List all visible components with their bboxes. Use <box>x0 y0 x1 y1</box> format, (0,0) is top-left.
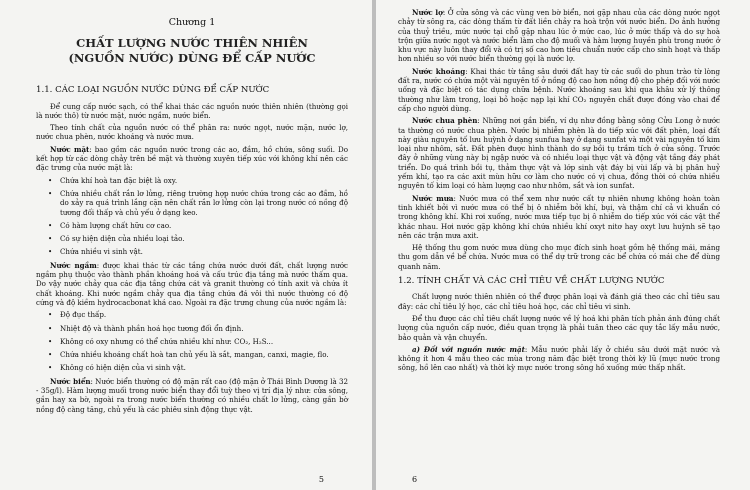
term-mineral-water: Nước khoáng <box>412 66 466 76</box>
surface-water-list <box>36 176 348 257</box>
paragraph: Hệ thống thu gom nước mưa dùng cho mục đích sinh hoạt gồm hệ thống mái, máng thu gom dẫn về bể chứa. Nước mưa có thể dự trữ trong các bể chứa có mái che để dùng quanh năm. <box>398 243 720 271</box>
paragraph: Theo tính chất của nguồn nước có thể phân ra: nước ngọt, nước mặn, nước lợ, nước chua phèn, nước khoáng và nước mưa. <box>36 123 348 142</box>
left-page <box>0 0 372 490</box>
chapter-title <box>36 36 348 66</box>
term-surface-water: Nước mặt <box>50 144 90 154</box>
right-page <box>376 0 750 490</box>
chapter-title-line2: (NGUỒN NƯỚC) DÙNG ĐỂ CẤP NƯỚC <box>68 51 316 66</box>
section-heading-1-2: 1.2. TÍNH CHẤT VÀ CÁC CHỈ TIÊU VỀ CHẤT LƯỢNG NƯỚC <box>398 276 665 287</box>
list-item: • Không có oxy nhưng có thể chứa nhiều khí như: CO₂, H₂S... <box>60 337 348 346</box>
list-item: • Độ đục thấp. <box>60 310 348 319</box>
list-item: • Chứa khí hoà tan đặc biệt là oxy. <box>60 176 348 185</box>
list-item: • Có hàm lượng chất hữu cơ cao. <box>60 221 348 230</box>
list-item: • Nhiệt độ và thành phần hoá học tương đối ổn định. <box>60 324 348 333</box>
term-groundwater: Nước ngầm <box>50 260 97 270</box>
term-brackish-water: Nước lợ <box>412 8 443 17</box>
list-item: • Chứa nhiều chất rắn lơ lửng, riêng trường hợp nước chứa trong các ao đầm, hồ do xảy ra quá trình lắng cặn nên chất rắn lơ lửng còn lại trong nước có nồng độ tương đối thấp và chủ yếu ở dạng keo. <box>60 189 348 217</box>
term-surface-sampling: a) Đối với nguồn nước mặt <box>412 344 525 354</box>
paragraph: Chất lượng nước thiên nhiên có thể được phân loại và đánh giá theo các chỉ tiêu sau đây: các chỉ tiêu lý học, các chỉ tiêu hoá học, các chỉ tiêu vi sinh. <box>398 292 720 311</box>
term-acid-sulfate-water: Nước chua phèn <box>412 116 478 126</box>
paragraph: Để cung cấp nước sạch, có thể khai thác các nguồn nước thiên nhiên (thường gọi là nước thô) từ nước mặt, nước ngầm, nước biển. <box>36 101 348 120</box>
paragraph: Để thu được các chỉ tiêu chất lượng nước về lý hoá khi phân tích phản ánh đúng chất lượng của nguồn cấp nước, điều quan trọng là phải tuân theo các quy tắc lấy mẫu nước, bảo quản và vận chuyển. <box>398 313 720 342</box>
list-item: • Chứa nhiều khoáng chất hoà tan chủ yếu là sắt, mangan, canxi, magie, flo. <box>60 350 348 359</box>
section-heading-1-1: 1.1. CÁC LOẠI NGUỒN NƯỚC DÙNG ĐỂ CẤP NƯỚC <box>36 85 270 96</box>
paragraph-mineral-water: Nước khoáng: Khai thác từ tầng sâu dưới đất hay từ các suối do phun trào từ lòng đất ra, nước có chứa một vài nguyên tố ở nồng độ cao hơn nồng độ cho phép đối với nước uống và đặc biệt có tác dụng chữa bệnh. Nước khoáng sau khi qua khâu xử lý thông thường như làm trong, loại bỏ hoặc nạp lại khí CO₂ nguyên chất được đóng vào chai để cấp cho người dùng. <box>398 66 720 113</box>
groundwater-list <box>36 310 348 372</box>
paragraph-seawater: Nước biển: Nước biển thường có độ mặn rất cao (độ mặn ở Thái Bình Dương là 32 - 35g/l). Hàm lượng muối trong nước biển thay đổi tuỳ theo vị trí địa lý như: cửa sông, gần hay xa bờ, ngoài ra trong nước biển thường có nhiều chất lơ lửng, càng gần bờ nồng độ càng tăng, chủ yếu là các phiêu sinh động thực vật. <box>36 376 348 414</box>
paragraph-rainwater: Nước mưa: Nước mưa có thể xem như nước cất tự nhiên nhưng không hoàn toàn tinh khiết bởi vì nước mưa có thể bị ô nhiễm bởi khí, bụi, và thậm chí cả vi khuẩn có trong không khí. Khi rơi xuống, nước mưa tiếp tục bị ô nhiễm do tiếp xúc với các vật thể khác nhau. Hơi nước gặp không khí chứa nhiều khí oxyt nitơ hay oxyt lưu huỳnh sẽ tạo nên các trận mưa axit. <box>398 193 720 240</box>
paragraph-surface-water: Nước mặt: bao gồm các nguồn nước trong các ao, đầm, hồ chứa, sông suối. Do kết hợp từ các dòng chảy trên bề mặt và thường xuyên tiếp xúc với không khí nên các đặc trưng của nước mặt là: <box>36 144 348 173</box>
page-number: 6 <box>412 474 418 484</box>
paragraph-groundwater: Nước ngầm: được khai thác từ các tầng chứa nước dưới đất, chất lượng nước ngầm phụ thuộc vào thành phần khoáng hoá và cấu trúc địa tầng mà nước thấm qua. Do vậy nước chảy qua các địa tầng chứa cát và granit thường có tính axit và chứa ít chất khoáng. Khi nước ngầm chảy qua địa tầng chứa đá vôi thì nước thường có độ cứng và độ kiềm hydrocacbonat khá cao. Ngoài ra đặc trưng chung của nước ngầm là: <box>36 260 348 307</box>
list-item: • Không có hiện diện của vi sinh vật. <box>60 363 348 372</box>
paragraph-brackish-water: Nước lợ: Ở cửa sông và các vùng ven bờ biển, nơi gặp nhau của các dòng nước ngọt chảy từ sông ra, các dòng thấm từ đất liền chảy ra hoà trộn với nước biển. Do ảnh hưởng của thuỷ triều, mức nước tại chỗ gặp nhau lúc ở mức cao, lúc ở mức thấp và do sự hoà trộn giữa nước ngọt và nước biển làm cho độ muối và hàm lượng huyền phù trong nước ở khu vực này luôn thay đổi và có trị số cao hơn tiêu chuẩn nước cấp cho sinh hoạt và thấp hơn nhiều so với nước biển thường gọi là nước lợ. <box>398 8 720 64</box>
paragraph-surface-sampling: a) Đối với nguồn nước mặt: Mẫu nước phải lấy ở chiều sâu dưới mặt nước và không ít hơn 4 mẫu theo các mùa trong năm đặc biệt trong thời kỳ lũ (mực nước trong sông, hồ lên cao nhất) và thời kỳ mực nước trong sông hồ xuống mức thấp nhất. <box>398 344 720 373</box>
list-item: • Chứa nhiều vi sinh vật. <box>60 247 348 256</box>
list-item: • Có sự hiện diện của nhiều loại tảo. <box>60 234 348 243</box>
paragraph-acid-sulfate-water: Nước chua phèn: Những nơi gần biển, ví dụ như đồng bằng sông Cửu Long ở nước ta thường có nước chua phèn. Nước bị nhiễm phèn là do tiếp xúc với đất phèn, loại đất này giàu nguyên tố lưu huỳnh ở dạng sunfua hay ở dạng sunfat và một vài nguyên tố kim loại như nhôm, sắt. Đất phèn được hình thành do sự bồi tụ trầm tích ở cửa sông. Trước đây ở những vùng này bị ngập nước và có nhiều loại thực vật và động vật tầng đáy phát triển. Do quá trình bồi tụ, thảm thực vật và lớp sinh vật đáy bị vùi lấp và bị phân huỷ yếm khí, tạo ra các axit mùn hữu cơ làm cho nước có vị chua, đồng thời có chứa nhiều nguyên tố kim loại có hàm lượng cao như nhôm, sắt và ion sunfat. <box>398 116 720 191</box>
page-number: 5 <box>318 474 324 484</box>
chapter-heading: Chương 1 <box>168 17 216 28</box>
term-rainwater: Nước mưa <box>412 193 454 203</box>
chapter-title-line1: CHẤT LƯỢNG NƯỚC THIÊN NHIÊN <box>76 36 308 51</box>
term-seawater: Nước biển <box>50 376 91 386</box>
